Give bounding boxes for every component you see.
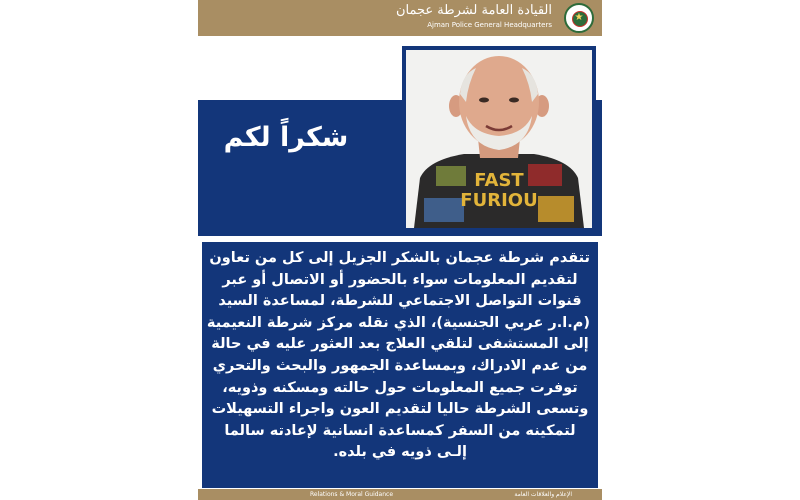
- left-margin: [0, 0, 198, 500]
- announcement-line: (م.ا.ر عربي الجنسية)، الذي نقله مركز شرطة النعيمية: [206, 314, 590, 331]
- announcement-line: تتقدم شرطة عجمان بالشكر الجزيل إلى كل من تعاون: [209, 250, 590, 266]
- announcement-line: لتقديم المعلومات سواء بالحضور أو الاتصال أو عبر: [222, 271, 578, 288]
- right-margin: [602, 0, 800, 500]
- footer-department-arabic: الإعلام والعلاقات العامة: [514, 491, 572, 498]
- footer-department-english: Relations & Moral Guidance: [310, 491, 394, 498]
- person-photo-frame: [402, 46, 596, 232]
- police-emblem-icon: [564, 3, 594, 33]
- announcement-line: من عدم الادراك، وبمساعدة الجمهور والبحث والتحري: [212, 357, 588, 374]
- announcement-line: توفرت جميع المعلومات حول حالته ومسكنه وذويه،: [222, 379, 578, 396]
- announcement-box: [202, 242, 598, 488]
- announcement-line: وتسعى الشرطة حاليا لتقديم العون واجراء التسهيلات: [211, 401, 589, 418]
- poster: [198, 0, 602, 500]
- announcement-line: قنوات التواصل الاجتماعي للشرطة، لمساعدة السيد: [218, 293, 582, 310]
- emblem-star-icon: ★: [574, 12, 584, 23]
- person-photo: [406, 50, 592, 228]
- announcement-line: إلـى ذويه في بلده.: [333, 444, 467, 461]
- announcement-line: إلى المستشفى لتلقي العلاج بعد العثور عليه في حالة: [211, 336, 589, 353]
- shirt-print-line1: FAST: [474, 170, 524, 191]
- headline-thanks: شكراً لكم: [223, 122, 349, 153]
- shirt-print-line2: FURIOU: [460, 190, 538, 211]
- org-name-arabic: القيادة العامة لشرطة عجمان: [396, 3, 552, 18]
- header-bar: [198, 0, 602, 36]
- announcement-text: [206, 248, 590, 464]
- announcement-line: لتمكينه من السفر كمساعدة انسانية لإعادته سالما: [224, 422, 576, 439]
- org-name-english: Ajman Police General Headquarters: [427, 21, 552, 29]
- footer-bar: [198, 489, 602, 500]
